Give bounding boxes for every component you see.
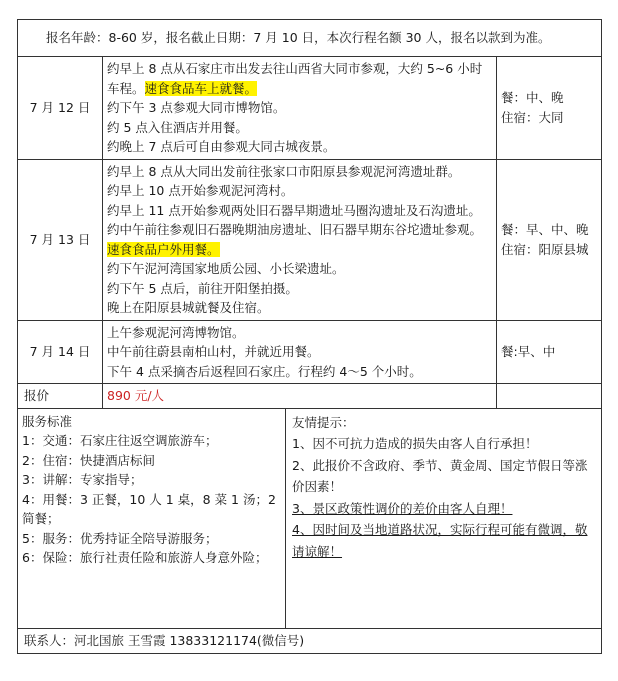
itinerary-table <box>17 19 602 654</box>
stay-text: 住宿：大同 <box>501 109 564 125</box>
tip-item: 2、此报价不含政府、季节、黄金周、国定节假日等涨价因素！ <box>292 457 588 494</box>
service-item: 6：保险：旅行社责任险和旅游人身意外险； <box>22 550 268 565</box>
activity-line: 上午参观泥河湾博物馆。 <box>107 324 245 340</box>
registration-notice: 报名年龄：8-60 岁，报名截止日期：7 月 10 日，本次行程名额 30 人，报名以款到为准。 <box>18 20 602 57</box>
service-item: 1：交通：石家庄往返空调旅游车； <box>22 433 218 448</box>
service-tips-row <box>18 408 602 628</box>
service-item: 2：住宿：快捷酒店标间 <box>22 452 155 468</box>
day-meals-stay <box>497 159 602 320</box>
day-date: 7 月 12 日 <box>18 57 103 160</box>
day-activities <box>103 320 497 384</box>
day-activities <box>103 57 497 160</box>
activity-line: 约 5 点入住酒店并用餐。 <box>107 119 248 135</box>
meal-highlight: 速食食品车上就餐。 <box>144 80 258 96</box>
activity-line: 约晚上 7 点后可自由参观大同古城夜景。 <box>107 139 336 154</box>
meals-text: 餐:早、中 <box>501 344 556 359</box>
service-item: 4：用餐：3 正餐，10 人 1 桌，8 菜 1 汤；2 简餐； <box>22 491 276 526</box>
activity-line: 约下午泥河湾国家地质公园、小长梁遗址。 <box>107 261 345 276</box>
day-row <box>18 320 602 384</box>
day-row <box>18 159 602 320</box>
day-meals-stay <box>497 57 602 160</box>
day-row <box>18 57 602 160</box>
price-label: 报价 <box>18 384 103 409</box>
friendly-tips <box>286 409 601 628</box>
service-item: 5：服务：优秀持证全陪导游服务； <box>22 530 218 546</box>
tip-item: 3、景区政策性调价的差价由客人自理！ <box>292 500 513 516</box>
day-date: 7 月 13 日 <box>18 159 103 320</box>
price-row <box>18 384 602 409</box>
day-activities <box>103 159 497 320</box>
activity-line: 约中午前往参观旧石器晚期油房遗址、旧石器早期东谷坨遗址参观。速食食品户外用餐。 <box>107 222 483 257</box>
activity-line: 约早上 10 点开始参观泥河湾村。 <box>107 183 294 198</box>
contact-info: 联系人：河北国旅 王雪霞 13833121174(微信号) <box>18 628 602 653</box>
meals-text: 餐：早、中、晚 <box>501 222 589 237</box>
price-empty-cell <box>497 384 602 409</box>
stay-text: 住宿：阳原县城 <box>501 241 589 257</box>
activity-line: 约下午 3 点参观大同市博物馆。 <box>107 100 286 115</box>
meals-text: 餐：中、晚 <box>501 90 564 106</box>
service-item: 3：讲解：专家指导； <box>22 472 143 487</box>
activity-line: 晚上在阳原县城就餐及住宿。 <box>107 300 270 315</box>
activity-line: 约早上 8 点从石家庄市出发去往山西省大同市参观，大约 5~6 小时车程。速食食品车上就餐。 <box>107 61 483 96</box>
tips-title: 友情提示： <box>292 414 355 430</box>
day-date: 7 月 14 日 <box>18 320 103 384</box>
meal-highlight: 速食食品户外用餐。 <box>107 241 220 257</box>
tip-item: 4、因时间及当地道路状况，实际行程可能有微调，敬请谅解！ <box>292 522 588 559</box>
service-title: 服务标准 <box>22 413 73 429</box>
activity-line: 约早上 11 点开始参观两处旧石器早期遗址马圈沟遗址及石沟遗址。 <box>107 202 481 218</box>
price-value: 890 元/人 <box>103 384 497 409</box>
activity-line: 约下午 5 点后，前往开阳堡拍摄。 <box>107 280 298 296</box>
day-meals-stay <box>497 320 602 384</box>
activity-line: 中午前往蔚县南柏山村，并就近用餐。 <box>107 344 320 359</box>
activity-line: 约早上 8 点从大同出发前往张家口市阳原县参观泥河湾遗址群。 <box>107 163 461 179</box>
activity-line: 下午 4 点采摘杏后返程回石家庄。行程约 4～5 个小时。 <box>107 363 422 379</box>
service-standards <box>18 409 286 628</box>
itinerary-sheet <box>17 19 601 654</box>
tip-item: 1、因不可抗力造成的损失由客人自行承担！ <box>292 436 538 451</box>
